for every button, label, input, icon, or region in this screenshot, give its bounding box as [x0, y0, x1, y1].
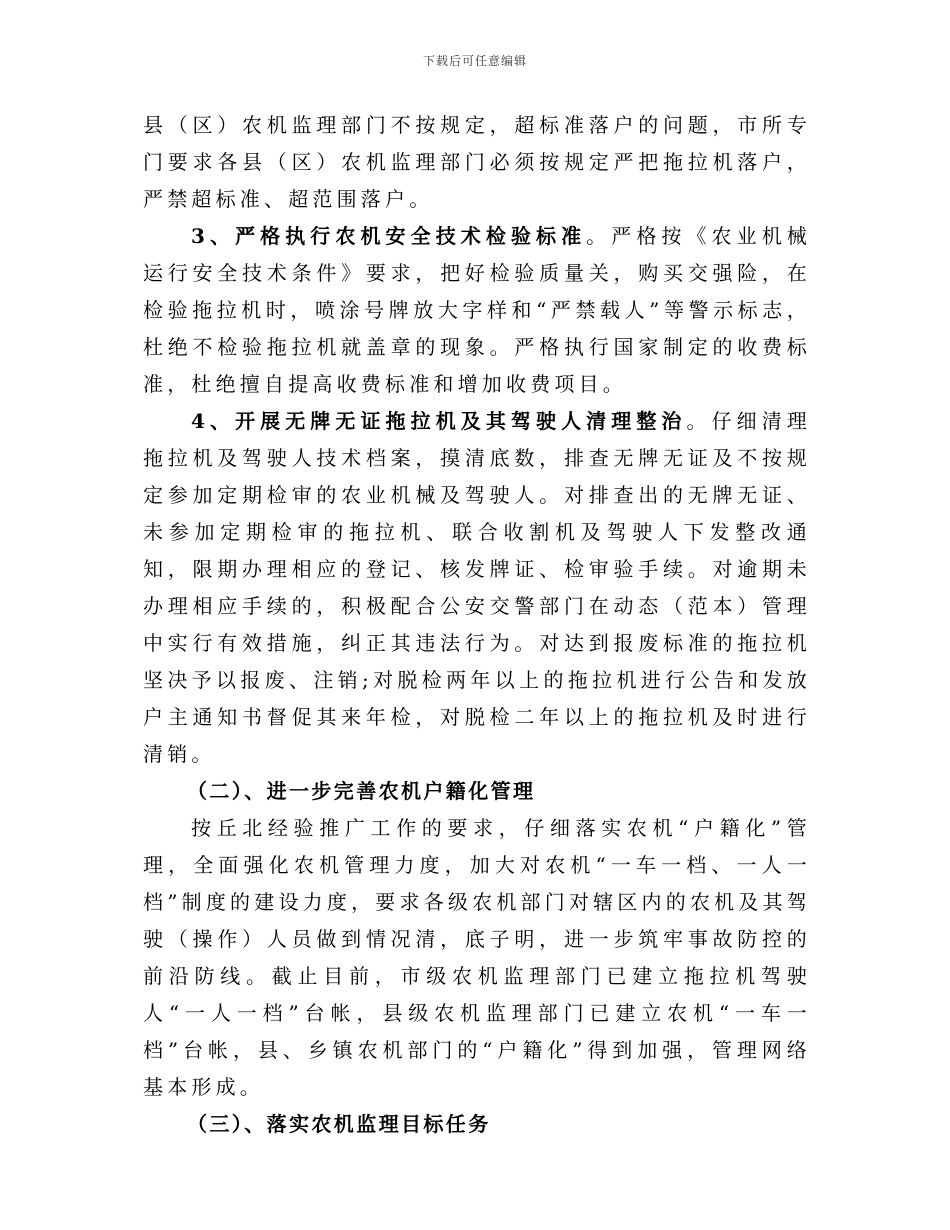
section-heading-2: （二）、进一步完善农机户籍化管理	[187, 779, 536, 803]
paragraph-lead-heading: 3、严格执行农机安全技术检验标准	[191, 224, 587, 248]
paragraph-text: 。严格按《农业机械运行安全技术条件》要求，把好检验质量关，购买交强险，在检验拖拉机时，喷涂号牌放大字样和“严禁载人”等警示标志，杜绝不检验拖拉机就盖章的现象。严格执行国家制定的收费标准，杜绝擅自提高收费标准和增加收费项目。	[143, 224, 811, 396]
page-header: 下载后可任意编辑	[422, 54, 527, 68]
paragraph-unlicensed-cleanup	[143, 403, 811, 773]
paragraph-household-registration: 按丘北经验推广工作的要求，仔细落实农机“户籍化”管理，全面强化农机管理力度，加大对农机“一车一档、一人一档”制度的建设力度，要求各级农机部门对辖区内的农机及其驾驶（操作）人员做到情况清，底子明，进一步筑牢事故防控的前沿防线。截止目前，市级农机监理部门已建立拖拉机驾驶人“一人一档”台帐，县级农机监理部门已建立农机“一车一档”台帐，县、乡镇农机部门的“户籍化”得到加强，管理网络基本形成。	[143, 816, 811, 1099]
paragraph-lead-heading: 4、开展无牌无证拖拉机及其驾驶人清理整治	[191, 409, 687, 433]
paragraph-continuation: 县（区）农机监理部门不按规定，超标准落户的问题，市所专门要求各县（区）农机监理部门必须按规定严把拖拉机落户，严禁超标准、超范围落户。	[143, 113, 811, 211]
paragraph-text: 。仔细清理拖拉机及驾驶人技术档案，摸清底数，排查无牌无证及不按规定参加定期检审的农业机械及驾驶人。对排查出的无牌无证、未参加定期检审的拖拉机、联合收割机及驾驶人下发整改通知，限期办理相应的登记、核发牌证、检审验手续。对逾期未办理相应手续的，积极配合公安交警部门在动态（范本）管理中实行有效措施，纠正其违法行为。对达到报废标准的拖拉机坚决予以报废、注销;对脱检两年以上的拖拉机进行公告和发放户主通知书督促其来年检，对脱检二年以上的拖拉机及时进行清销。	[143, 409, 811, 766]
section-heading-3: （三）、落实农机监理目标任务	[187, 1112, 491, 1136]
document-body	[143, 107, 811, 1143]
paragraph-inspection-standards	[143, 218, 811, 403]
